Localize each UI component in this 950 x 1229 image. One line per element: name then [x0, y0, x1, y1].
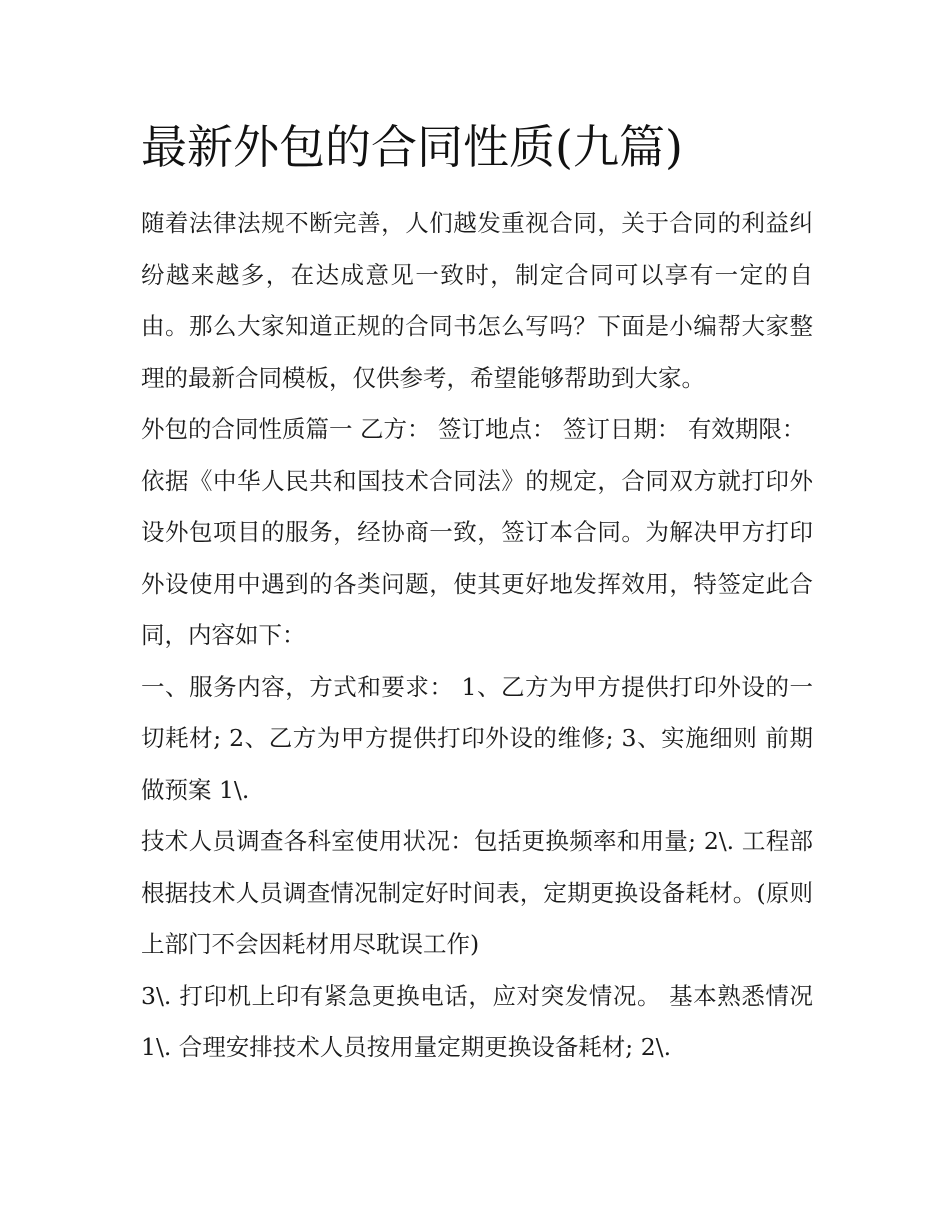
- paragraph-technician-survey: 技术人员调查各科室使用状况：包括更换频率和用量; 2\. 工程部根据技术人员调查情况制定好时间表，定期更换设备耗材。(原则上部门不会因耗材用尽耽误工作): [141, 827, 813, 958]
- paragraph-contract-header: 外包的合同性质篇一 乙方： 签订地点： 签订日期： 有效期限：: [141, 415, 806, 443]
- paragraph-emergency: 3\. 打印机上印有紧急更换电话，应对突发情况。 基本熟悉情况 1\. 合理安排技术人员按用量定期更换设备耗材; 2\.: [141, 981, 813, 1061]
- paragraph-intro: 随着法律法规不断完善，人们越发重视合同，关于合同的利益纠纷越来越多，在达成意见一致时，制定合同可以享有一定的自由。那么大家知道正规的合同书怎么写吗？下面是小编帮大家整理的最新合同模板，仅供参考，希望能够帮助到大家。: [141, 209, 813, 392]
- paragraph-legal-basis: 依据《中华人民共和国技术合同法》的规定，合同双方就打印外设外包项目的服务，经协商一致，签订本合同。为解决甲方打印外设使用中遇到的各类问题，使其更好地发挥效用，特签定此合同，内容如下：: [141, 466, 813, 649]
- document-body: [141, 198, 813, 1074]
- paragraph-service-content: 一、服务内容，方式和要求： 1、乙方为甲方提供打印外设的一切耗材; 2、乙方为甲方提供打印外设的维修; 3、实施细则 前期做预案 1\.: [141, 672, 813, 804]
- document-title: 最新外包的合同性质(九篇): [141, 120, 683, 174]
